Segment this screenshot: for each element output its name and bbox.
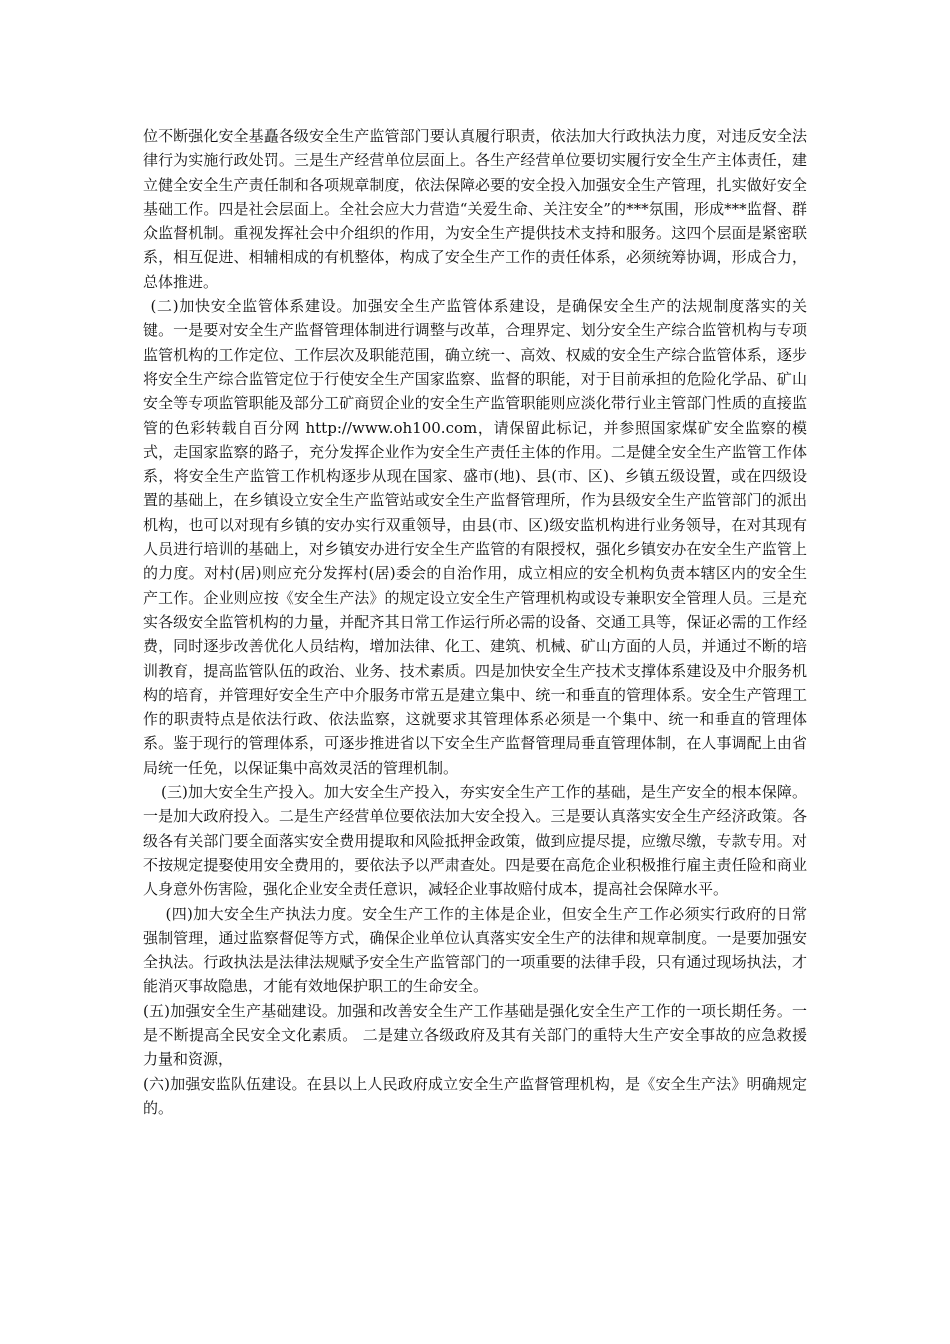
paragraph-section-6: (六)加强安监队伍建设。在县以上人民政府成立安全生产监督管理机构，是《安全生产法》明确规定的。 <box>143 1074 807 1117</box>
paragraph-section-5: (五)加强安全生产基础建设。加强和改善安全生产工作基础是强化安全生产工作的一项长期任务。一是不断提高全民安全文化素质。 二是建立各级政府及其有关部门的重特大生产安全事故的应急救援力量和资源， <box>143 1001 807 1069</box>
document-body <box>143 124 807 1120</box>
paragraph-section-2: (二)加快安全监管体系建设。加强安全生产监管体系建设，是确保安全生产的法规制度落实的关键。一是要对安全生产监督管理体制进行调整与改革，合理界定、划分安全生产综合监管机构与专项监管机构的工作定位、工作层次及职能范围，确立统一、高效、权威的安全生产综合监管体系，逐步将安全生产综合监管定位于行使安全生产国家监察、监督的职能，对于目前承担的危险化学品、矿山安全等专项监管职能及部分工矿商贸企业的安全生产监管职能则应淡化带行业主管部门性质的直接监管的色彩转载自百分网 http://www.oh100.com，请保留此标记，并参照国家煤矿安全监察的模式，走国家监察的路子，充分发挥企业作为安全生产责任主体的作用。二是健全安全生产监管工作体系，将安全生产监管工作机构逐步从现在国家、盛市(地)、县(市、区)、乡镇五级设置，或在四级设置的基础上，在乡镇设立安全生产监管站或安全生产监督管理所，作为县级安全生产监管部门的派出机构，也可以对现有乡镇的安办实行双重领导，由县(市、区)级安监机构进行业务领导，在对其现有人员进行培训的基础上，对乡镇安办进行安全生产监管的有限授权，强化乡镇安办在安全生产监管上的力度。对村(居)则应充分发挥村(居)委会的自治作用，成立相应的安全机构负责本辖区内的安全生产工作。企业则应按《安全生产法》的规定设立安全生产管理机构或设专兼职安全管理人员。三是充实各级安全监管机构的力量，并配齐其日常工作运行所必需的设备、交通工具等，保证必需的工作经费，同时逐步改善优化人员结构，增加法律、化工、建筑、机械、矿山方面的人员，并通过不断的培训教育，提高监管队伍的政治、业务、技术素质。四是加快安全生产技术支撑体系建设及中介服务机构的培育，并管理好安全生产中介服务市常五是建立集中、统一和垂直的管理体系。安全生产管理工作的职责特点是依法行政、依法监察，这就要求其管理体系必须是一个集中、统一和垂直的管理体系。鉴于现行的管理体系，可逐步推进省以下安全生产监督管理局垂直管理体制，在人事调配上由省局统一任免，以保证集中高效灵活的管理机制。 <box>143 297 807 777</box>
paragraph-continuation: 位不断强化安全基矗各级安全生产监管部门要认真履行职责，依法加大行政执法力度，对违反安全法律行为实施行政处罚。三是生产经营单位层面上。各生产经营单位要切实履行安全生产主体责任，建立健全安全生产责任制和各项规章制度，依法保障必要的安全投入加强安全生产管理，扎实做好安全基础工作。四是社会层面上。全社会应大力营造“关爱生命、关注安全”的***氛围，形成***监督、群众监督机制。重视发挥社会中介组织的作用，为安全生产提供技术支持和服务。这四个层面是紧密联系，相互促进、相辅相成的有机整体，构成了安全生产工作的责任体系，必须统筹协调，形成合力，总体推进。 <box>143 127 807 291</box>
paragraph-section-3: (三)加大安全生产投入。加大安全生产投入，夯实安全生产工作的基础，是生产安全的根本保障。一是加大政府投入。二是生产经营单位要依法加大安全投入。三是要认真落实安全生产经济政策。各级各有关部门要全面落实安全费用提取和风险抵押金政策，做到应提尽提，应缴尽缴，专款专用。对不按规定提娶使用安全费用的，要依法予以严肃查处。四是要在高危企业积极推行雇主责任险和商业人身意外伤害险，强化企业安全责任意识，减轻企业事故赔付成本，提高社会保障水平。 <box>143 783 807 899</box>
paragraph-section-4: (四)加大安全生产执法力度。安全生产工作的主体是企业，但安全生产工作必须实行政府的日常强制管理，通过监察督促等方式，确保企业单位认真落实安全生产的法律和规章制度。一是要加强安全执法。行政执法是法律法规赋予安全生产监管部门的一项重要的法律手段，只有通过现场执法，才能消灭事故隐患，才能有效地保护职工的生命安全。 <box>143 904 807 996</box>
